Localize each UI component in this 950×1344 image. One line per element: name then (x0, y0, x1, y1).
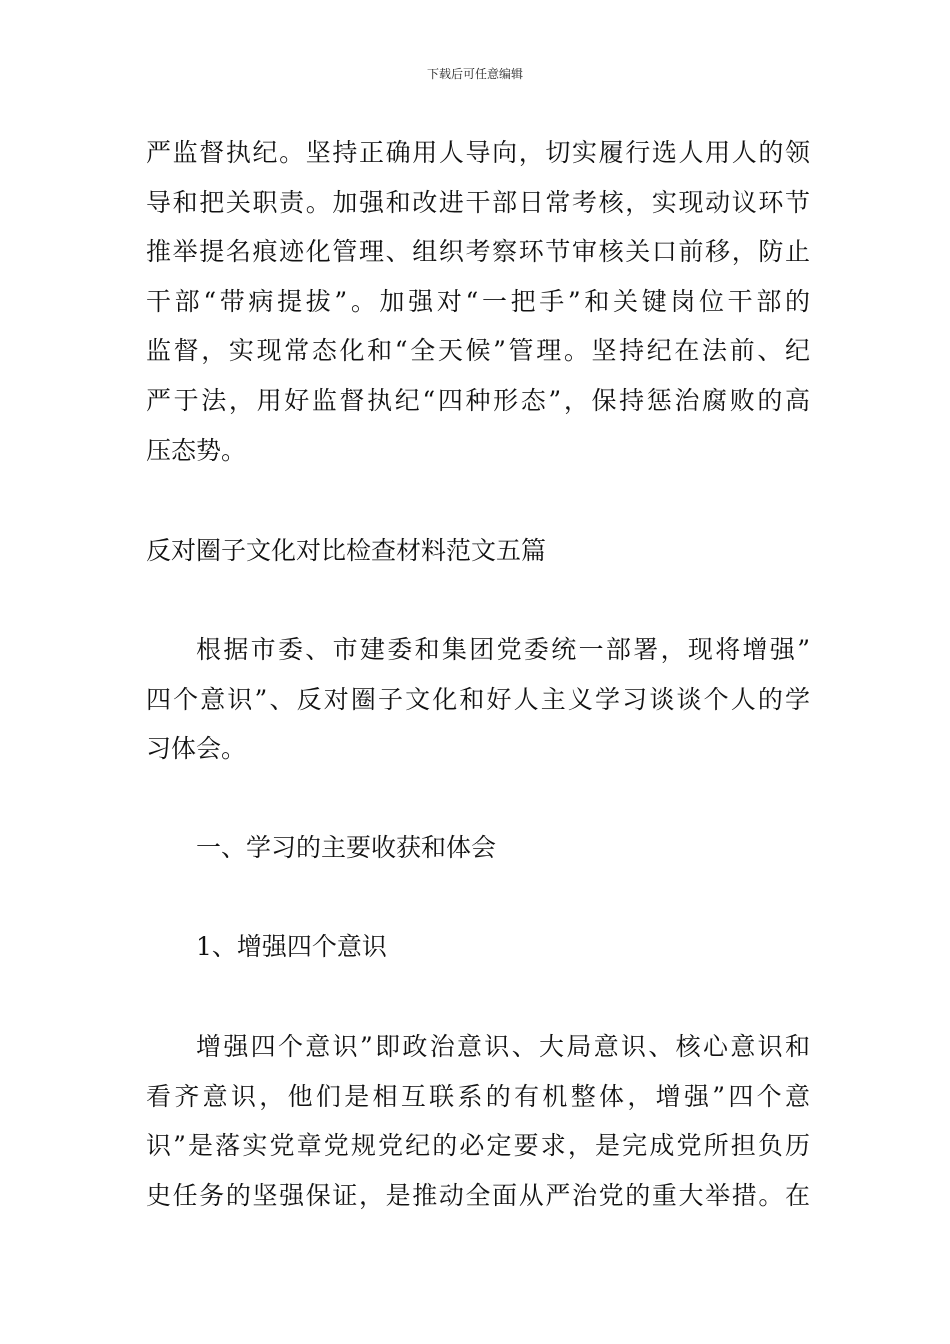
text-line: 压态势。 (146, 435, 247, 465)
title-text: 反对圈子文化对比检查材料范文五篇 (146, 536, 547, 565)
paragraph-intro (146, 625, 810, 774)
paragraph-discipline-supervision (146, 128, 810, 475)
heading-text: 一、学习的主要收获和体会 (196, 833, 497, 862)
text-line: 根据市委、市建委和集团党委统一部署，现将增强” (196, 635, 810, 664)
text-line: 识”是落实党章党规党纪的必定要求，是完成党所担负历 (146, 1131, 810, 1161)
text-line: 看齐意识，他们是相互联系的有机整体，增强”四个意 (146, 1081, 810, 1111)
text-line: 增强四个意识”即政治意识、大局意识、核心意识和 (196, 1032, 810, 1061)
paragraph-four-consciousness (146, 1022, 810, 1220)
text-line: 干部“带病提拔”。加强对“一把手”和关键岗位干部的 (146, 286, 810, 316)
text-line: 四个意识”、反对圈子文化和好人主义学习谈谈个人的学 (146, 684, 810, 714)
text-line: 严于法，用好监督执纪“四种形态”，保持惩治腐败的高 (146, 385, 810, 415)
text-line: 习体会。 (146, 734, 247, 764)
text-line: 监督，实现常态化和“全天候”管理。坚持纪在法前、纪 (146, 336, 810, 366)
text-line: 史任务的坚强保证，是推动全面从严治党的重大举措。在 (146, 1180, 810, 1210)
text-line: 推举提名痕迹化管理、组织考察环节审核关口前移，防止 (146, 237, 810, 267)
heading-text: 1、增强四个意识 (196, 932, 387, 961)
page-header-note: 下载后可任意编辑 (426, 67, 523, 81)
text-line: 导和把关职责。加强和改进干部日常考核，实现动议环节 (146, 187, 810, 217)
text-line: 严监督执纪。坚持正确用人导向，切实履行选人用人的领 (146, 138, 810, 167)
section-heading-1 (146, 823, 810, 873)
document-title (146, 526, 810, 576)
subsection-heading-1 (146, 922, 810, 972)
